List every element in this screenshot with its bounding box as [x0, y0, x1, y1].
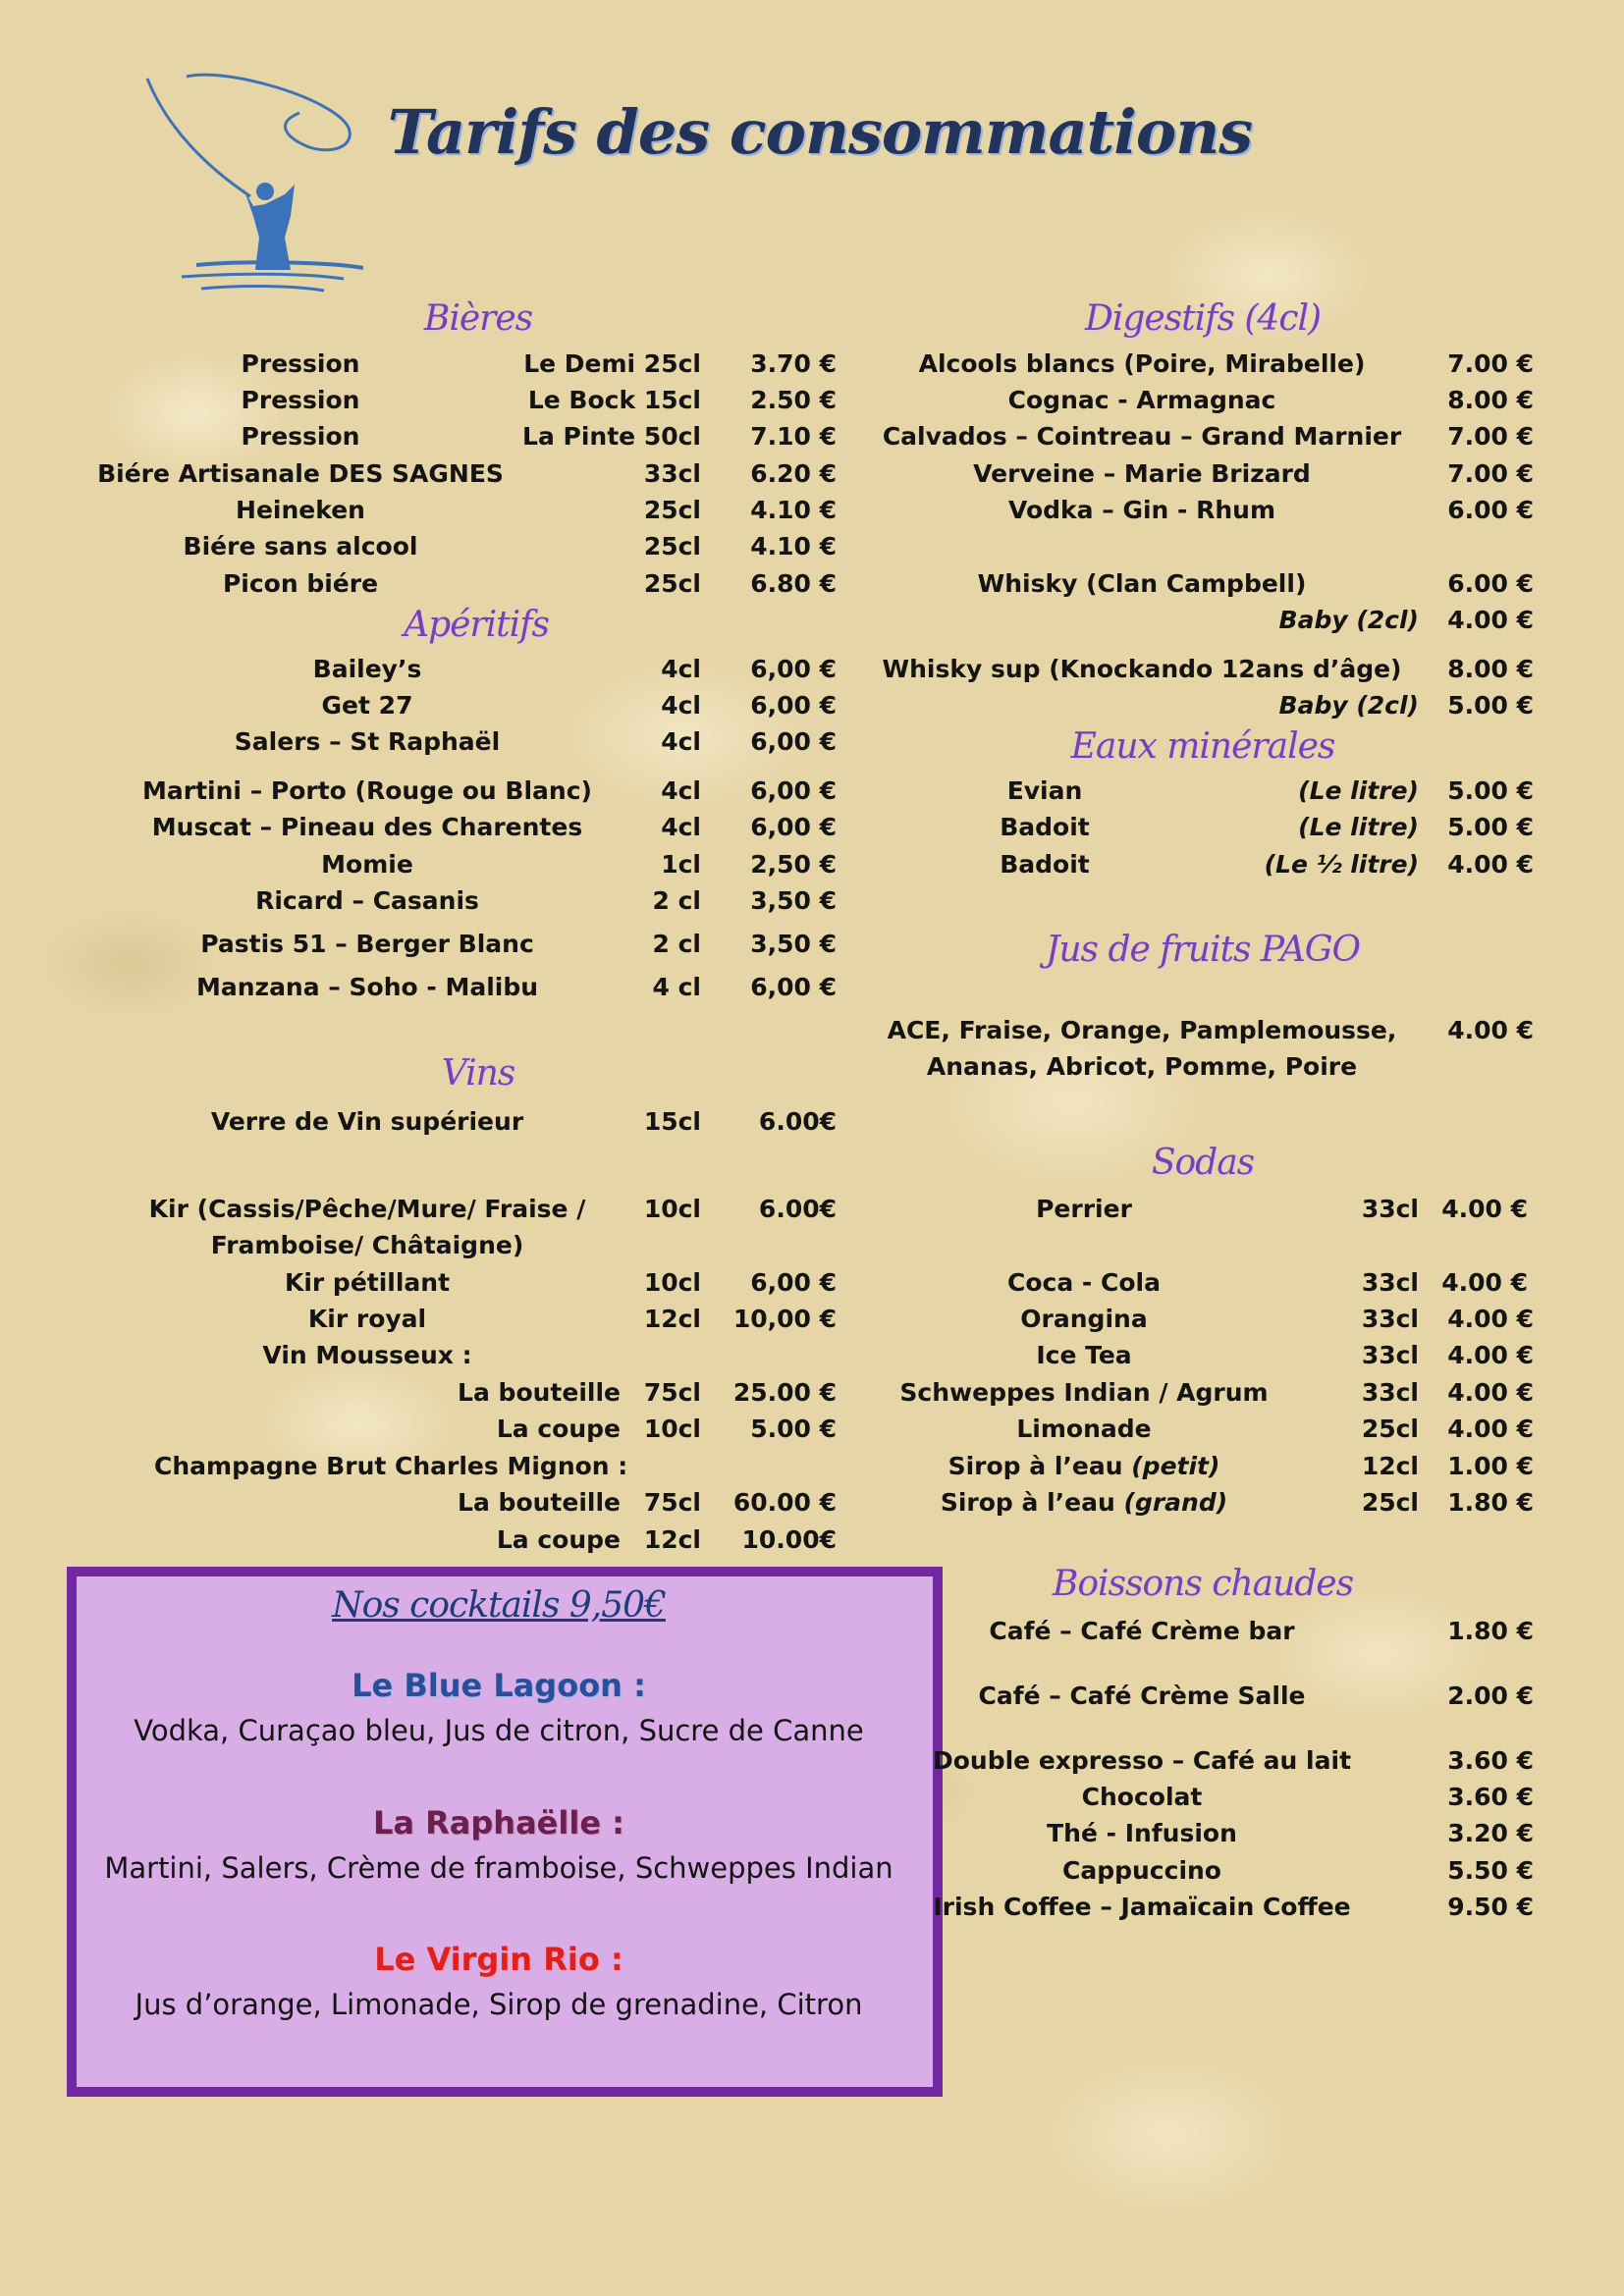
menu-item-price: 6.20 €	[750, 459, 837, 488]
menu-item-price: 60.00 €	[732, 1488, 837, 1517]
section-title-eaux: Eaux minérales	[1070, 726, 1335, 767]
section-title-digestifs: Digestifs (4cl)	[1084, 298, 1322, 339]
menu-item-size: 75cl	[643, 1488, 701, 1517]
menu-item-price: 4.00 €	[1447, 606, 1534, 634]
menu-item-price: 6,00 €	[750, 691, 837, 720]
menu-item-name: Orangina	[1020, 1305, 1148, 1333]
menu-item-name: Kir (Cassis/Pêche/Mure/ Fraise /	[148, 1195, 586, 1223]
menu-item-name: Ricard – Casanis	[255, 886, 479, 915]
menu-item-name: Pression	[241, 349, 360, 378]
menu-item-size: (Le litre)	[1298, 776, 1419, 805]
menu-item-size: 2 cl	[652, 930, 701, 958]
menu-item-price: 2.50 €	[750, 386, 837, 414]
menu-item-size: 25cl	[1361, 1488, 1419, 1517]
menu-item-price: 3.20 €	[1447, 1819, 1534, 1847]
menu-item-size: 25cl	[1361, 1415, 1419, 1443]
menu-item-price: 4.00 €	[1441, 1268, 1528, 1297]
menu-item-price: 4.00 €	[1447, 1341, 1534, 1369]
menu-item-name: Whisky (Clan Campbell)	[977, 569, 1307, 598]
menu-item-price: 1.00 €	[1447, 1452, 1534, 1480]
menu-item-name: Momie	[321, 850, 413, 879]
section-title-vins: Vins	[441, 1053, 515, 1094]
menu-item-price: 2.00 €	[1447, 1682, 1534, 1710]
menu-item-name: Cognac - Armagnac	[1007, 386, 1276, 414]
menu-subheading: Vin Mousseux :	[262, 1341, 472, 1369]
menu-item-name: La coupe	[496, 1415, 621, 1443]
menu-item-variant: Baby (2cl)	[1278, 606, 1419, 634]
menu-item-price: 4.00 €	[1447, 1305, 1534, 1333]
menu-item-price: 4.10 €	[750, 532, 837, 561]
menu-item-size: 25cl	[643, 569, 701, 598]
menu-item-price: 4.10 €	[750, 496, 837, 524]
menu-item-size: 4cl	[661, 727, 701, 756]
menu-item-price: 9.50 €	[1447, 1893, 1534, 1921]
menu-item-size: 75cl	[643, 1378, 701, 1407]
menu-item-price: 25.00 €	[732, 1378, 837, 1407]
menu-item-size: 33cl	[1361, 1268, 1419, 1297]
menu-item-name: Bailey’s	[312, 655, 422, 683]
menu-item-price: 6,00 €	[750, 973, 837, 1001]
section-title-aperitifs: Apéritifs	[404, 605, 549, 645]
menu-item-price: 4.00 €	[1441, 1195, 1528, 1223]
menu-item-price: 4.00 €	[1447, 850, 1534, 879]
menu-item-name: La bouteille	[458, 1378, 621, 1407]
menu-item-size: 1cl	[661, 850, 701, 879]
menu-item-size: 4cl	[661, 813, 701, 841]
menu-item-name: Kir pétillant	[284, 1268, 451, 1297]
menu-item-name: Picon biére	[222, 569, 379, 598]
menu-item-price: 6,00 €	[750, 1268, 837, 1297]
menu-item-price: 5.50 €	[1447, 1856, 1534, 1885]
menu-item-name: Salers – St Raphaël	[234, 727, 501, 756]
menu-item-name: Kir royal	[307, 1305, 427, 1333]
menu-item-name: Heineken	[236, 496, 365, 524]
menu-item-price: 7.10 €	[750, 422, 837, 451]
section-title-chaudes: Boissons chaudes	[1052, 1564, 1354, 1604]
menu-item-price: 3,50 €	[750, 930, 837, 958]
menu-item-size: 33cl	[1361, 1195, 1419, 1223]
menu-item-name: Ice Tea	[1036, 1341, 1132, 1369]
cocktail-description: Jus d’orange, Limonade, Sirop de grenadine, Citron	[135, 1988, 863, 2021]
menu-item-size: 15cl	[643, 1107, 701, 1136]
menu-item-size: 12cl	[1361, 1452, 1419, 1480]
cocktail-name: Le Virgin Rio :	[374, 1941, 623, 1978]
section-title-sodas: Sodas	[1151, 1143, 1255, 1183]
menu-item-name: Biére sans alcool	[183, 532, 418, 561]
menu-item-price: 6.00 €	[1447, 496, 1534, 524]
menu-item-name: Manzana – Soho - Malibu	[195, 973, 539, 1001]
menu-item-name: Limonade	[1016, 1415, 1152, 1443]
menu-item-name: Sirop à l’eau (petit)	[947, 1452, 1220, 1480]
menu-item-size: 12cl	[643, 1305, 701, 1333]
menu-item-price: 6,00 €	[750, 727, 837, 756]
menu-item-price: 5.00 €	[1447, 776, 1534, 805]
menu-item-price: 6.00€	[758, 1107, 837, 1136]
menu-item-price: 5.00 €	[1447, 691, 1534, 720]
menu-item-size: La Pinte 50cl	[522, 422, 701, 451]
menu-item-name: Get 27	[321, 691, 413, 720]
menu-item-name: Coca - Cola	[1007, 1268, 1161, 1297]
menu-item-price: 4.00 €	[1447, 1378, 1534, 1407]
menu-item-size: 33cl	[1361, 1341, 1419, 1369]
menu-item-name: La coupe	[496, 1525, 621, 1554]
menu-item-price: 1.80 €	[1447, 1617, 1534, 1645]
menu-item-price: 6.80 €	[750, 569, 837, 598]
menu-item-name: Biére Artisanale DES SAGNES	[97, 459, 504, 488]
page-title: Tarifs des consommations	[387, 96, 1253, 168]
menu-item-price: 10.00€	[741, 1525, 837, 1554]
menu-item-name: Schweppes Indian / Agrum	[899, 1378, 1269, 1407]
menu-item-name: Evian	[1006, 776, 1083, 805]
menu-item-name: Verre de Vin supérieur	[210, 1107, 524, 1136]
menu-item-size: 4cl	[661, 655, 701, 683]
menu-item-size: 25cl	[643, 496, 701, 524]
menu-item-variant: Baby (2cl)	[1278, 691, 1419, 720]
menu-item-price: 3.60 €	[1447, 1783, 1534, 1811]
menu-item-name-line2: Ananas, Abricot, Pomme, Poire	[926, 1052, 1358, 1081]
menu-item-size: 2 cl	[652, 886, 701, 915]
menu-item-size: 33cl	[643, 459, 701, 488]
menu-item-price: 3.60 €	[1447, 1746, 1534, 1775]
menu-item-price: 8.00 €	[1447, 655, 1534, 683]
menu-item-name: Pression	[241, 386, 360, 414]
menu-item-name: Alcools blancs (Poire, Mirabelle)	[918, 349, 1366, 378]
menu-item-name: Pastis 51 – Berger Blanc	[200, 930, 534, 958]
menu-item-price: 2,50 €	[750, 850, 837, 879]
menu-item-name: Sirop à l’eau (grand)	[940, 1488, 1228, 1517]
menu-item-size: 4cl	[661, 691, 701, 720]
menu-item-size: 12cl	[643, 1525, 701, 1554]
menu-item-price: 7.00 €	[1447, 459, 1534, 488]
menu-item-size: 4 cl	[652, 973, 701, 1001]
menu-item-size: 10cl	[643, 1268, 701, 1297]
menu-item-price: 4.00 €	[1447, 1415, 1534, 1443]
menu-item-name: Perrier	[1036, 1195, 1132, 1223]
menu-item-price: 7.00 €	[1447, 349, 1534, 378]
menu-item-price: 4.00 €	[1447, 1016, 1534, 1044]
cocktail-description: Vodka, Curaçao bleu, Jus de citron, Sucre de Canne	[134, 1714, 864, 1747]
menu-item-size: (Le ½ litre)	[1264, 850, 1419, 879]
menu-item-name: Café – Café Crème Salle	[978, 1682, 1306, 1710]
menu-item-price: 7.00 €	[1447, 422, 1534, 451]
menu-item-price: 6,00 €	[750, 776, 837, 805]
menu-item-price: 6,00 €	[750, 655, 837, 683]
menu-item-price: 6,00 €	[750, 813, 837, 841]
menu-item-name: ACE, Fraise, Orange, Pamplemousse,	[887, 1016, 1397, 1044]
menu-item-price: 10,00 €	[732, 1305, 837, 1333]
menu-item-name: Verveine – Marie Brizard	[973, 459, 1311, 488]
menu-item-name: Calvados – Cointreau – Grand Marnier	[882, 422, 1402, 451]
menu-item-name: La bouteille	[458, 1488, 621, 1517]
menu-item-price: 3,50 €	[750, 886, 837, 915]
menu-item-size: 33cl	[1361, 1378, 1419, 1407]
menu-item-name: Martini – Porto (Rouge ou Blanc)	[142, 776, 592, 805]
menu-item-name: Irish Coffee – Jamaïcain Coffee	[933, 1893, 1351, 1921]
section-title-jus: Jus de fruits PAGO	[1045, 930, 1361, 970]
fisherman-icon	[137, 69, 363, 304]
menu-item-name: Vodka – Gin - Rhum	[1007, 496, 1276, 524]
menu-subheading: Champagne Brut Charles Mignon :	[154, 1452, 628, 1480]
menu-item-name: Whisky sup (Knockando 12ans d’âge)	[882, 655, 1402, 683]
cocktails-title: Nos cocktails 9,50€	[332, 1585, 666, 1626]
menu-item-name-line2: Framboise/ Châtaigne)	[210, 1231, 524, 1259]
menu-item-price: 6.00 €	[1447, 569, 1534, 598]
menu-item-name: Chocolat	[1081, 1783, 1203, 1811]
menu-item-price: 6.00€	[758, 1195, 837, 1223]
cocktail-name: Le Blue Lagoon :	[352, 1667, 646, 1704]
section-title-bieres: Bières	[423, 298, 533, 339]
menu-item-name: Muscat – Pineau des Charentes	[151, 813, 583, 841]
menu-item-name: Thé - Infusion	[1047, 1819, 1237, 1847]
menu-item-size: 4cl	[661, 776, 701, 805]
cocktail-description: Martini, Salers, Crème de framboise, Schweppes Indian	[104, 1851, 893, 1885]
menu-item-price: 8.00 €	[1447, 386, 1534, 414]
menu-item-name: Cappuccino	[1062, 1856, 1221, 1885]
menu-item-size: 25cl	[643, 532, 701, 561]
menu-item-price: 5.00 €	[1447, 813, 1534, 841]
menu-item-price: 1.80 €	[1447, 1488, 1534, 1517]
menu-item-name: Badoit	[1000, 813, 1090, 841]
menu-item-price: 3.70 €	[750, 349, 837, 378]
menu-item-size: 33cl	[1361, 1305, 1419, 1333]
menu-item-size: Le Demi 25cl	[523, 349, 701, 378]
menu-item-name: Café – Café Crème bar	[989, 1617, 1295, 1645]
menu-item-price: 5.00 €	[750, 1415, 837, 1443]
menu-item-name: Pression	[241, 422, 360, 451]
menu-item-size: 10cl	[643, 1195, 701, 1223]
cocktail-name: La Raphaëlle :	[373, 1804, 624, 1842]
menu-item-size: 10cl	[643, 1415, 701, 1443]
menu-item-size: Le Bock 15cl	[527, 386, 701, 414]
menu-item-name: Double expresso – Café au lait	[932, 1746, 1352, 1775]
menu-item-size: (Le litre)	[1298, 813, 1419, 841]
menu-item-name: Badoit	[1000, 850, 1090, 879]
